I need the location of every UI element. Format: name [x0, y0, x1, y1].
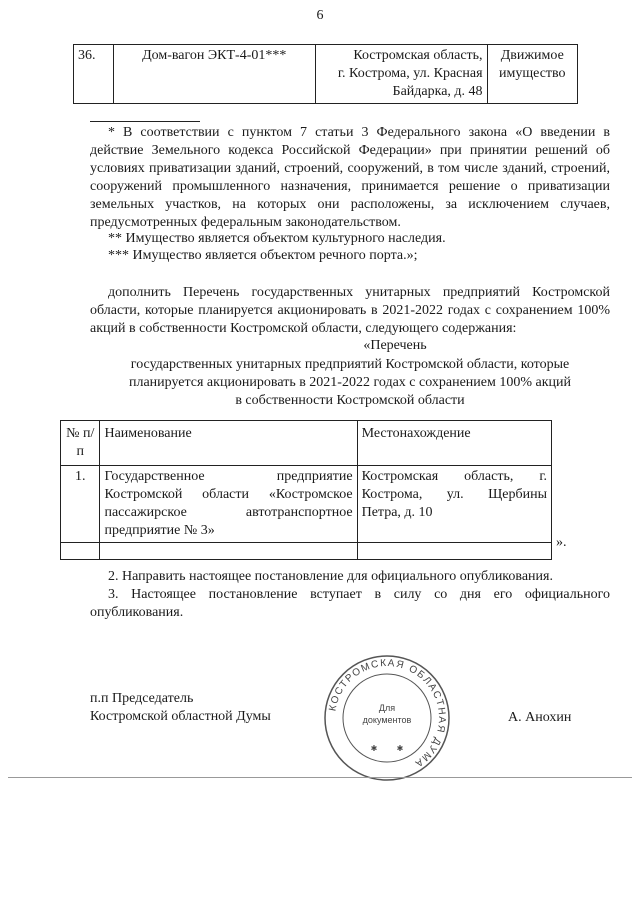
signatory-title: п.п Председатель — [90, 691, 194, 706]
footnote-divider — [90, 121, 200, 122]
footnote-2: ** Имущество является объектом культурного наследия. — [108, 231, 446, 246]
property-type: Движимое имущество — [487, 45, 577, 104]
enterprise-name: Государственное предприятие Костромской области «Костромское пассажирское автотранспортное предприятие № 3» — [100, 466, 357, 543]
row-number: 36. — [74, 45, 114, 104]
header-location: Местонахождение — [357, 421, 551, 466]
signatory-org: Костромской областной Думы — [90, 709, 271, 724]
stamp-center-line-1: Для — [378, 703, 396, 713]
header-number: № п/п — [61, 421, 100, 466]
row-number: 1. — [61, 466, 100, 543]
page-number: 6 — [316, 8, 324, 23]
intro-paragraph: дополнить Перечень государственных унитарных предприятий Костромской области, которые планируется акционировать в 2021-2022 годах с сохранением 100% акций в собственности Костромской области, следующего содержания: — [90, 285, 610, 336]
footnote-3: *** Имущество является объектом речного порта.»; — [108, 248, 418, 263]
header-name: Наименование — [100, 421, 357, 466]
stamp-center-line-2: документов — [362, 715, 412, 725]
stamp-star-icon: ✱ — [370, 744, 378, 753]
table-row — [61, 466, 552, 543]
signatory-name: А. Анохин — [508, 710, 572, 725]
list-subtitle: государственных унитарных предприятий Костромской области, которые планируется акционировать в 2021-2022 годах с сохранением 100% акций в собственности Костромской области — [128, 357, 572, 408]
bottom-divider — [8, 777, 632, 778]
closing-quote: ». — [556, 535, 567, 550]
paragraph-2: 2. Направить настоящее постановление для официального опубликования. — [108, 569, 553, 584]
list-title: «Перечень — [363, 338, 427, 353]
paragraph-3: 3. Настоящее постановление вступает в силу со дня его официального опубликования. — [90, 587, 610, 620]
property-name: Дом-вагон ЭКТ-4-01*** — [113, 45, 315, 104]
enterprise-location: Костромская область, г. Кострома, ул. Щербины Петра, д. 10 — [357, 466, 551, 543]
property-location: Костромская область, г. Кострома, ул. Красная Байдарка, д. 48 — [315, 45, 487, 104]
stamp-star-icon: ✱ — [396, 744, 404, 753]
signature-block — [90, 690, 271, 726]
enterprise-table — [60, 420, 552, 560]
table-row-spacer — [61, 543, 552, 560]
table-row — [74, 45, 578, 104]
property-table — [73, 44, 578, 104]
stamp-ring-text: КОСТРОМСКАЯ ОБЛАСТНАЯ ДУМА — [327, 657, 448, 770]
footnote-1: * В соответствии с пунктом 7 статьи 3 Федерального закона «О введении в действие Земельного кодекса Российской Федерации» при принятии решений об условиях приватизации зданий, строений, сооружений, в том числе зданий, строений, сооружений промышленного назначения, принимается решение о приватизации земельных участков, на которых они расположены, за исключением случаев, предусмотренных федеральным законодательством. — [90, 125, 610, 230]
table-header-row — [61, 421, 552, 466]
official-stamp — [322, 653, 452, 783]
svg-text:КОСТРОМСКАЯ ОБЛАСТНАЯ ДУМА — [327, 658, 447, 770]
